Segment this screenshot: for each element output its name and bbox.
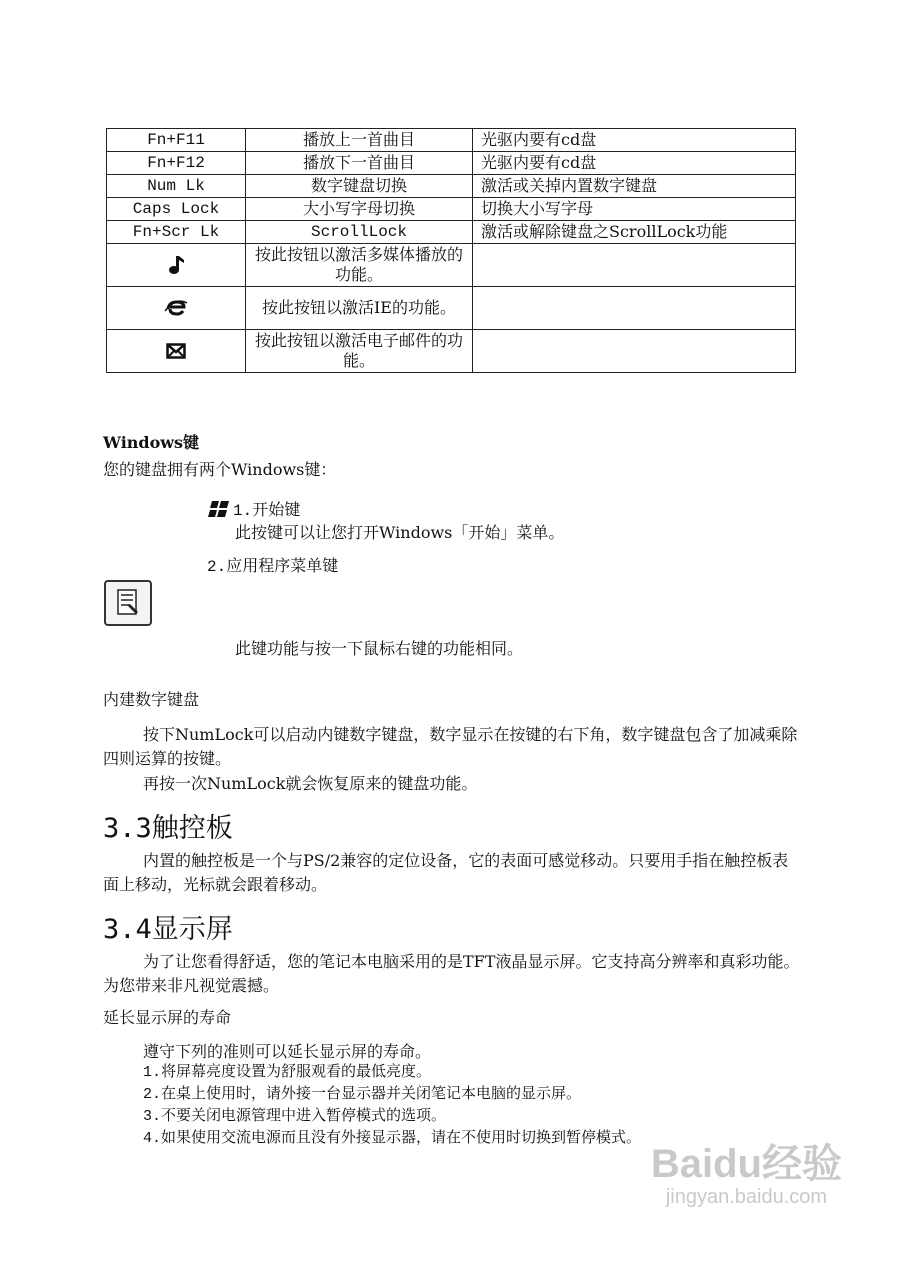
note-cell: 激活或关掉内置数字键盘 [473, 175, 796, 198]
windows-intro: 您的键盘拥有两个Windows键： [103, 460, 337, 479]
lifespan-list [143, 1062, 641, 1150]
icon-cell [107, 330, 246, 373]
ie-icon [164, 299, 188, 317]
table-row [107, 221, 796, 244]
function-cell: 按此按钮以激活多媒体播放的功能。 [246, 244, 473, 287]
table-row [107, 244, 796, 287]
windows-heading: Windows键 [103, 433, 200, 452]
function-cell: 大小写字母切换 [246, 198, 473, 221]
function-cell: 数字键盘切换 [246, 175, 473, 198]
app-menu-key-title: 2.应用程序菜单键 [207, 558, 339, 576]
watermark-brand: Baidu经验 [650, 1142, 842, 1186]
icon-cell [107, 287, 246, 330]
function-key-table [106, 128, 796, 373]
list-item: 2.在桌上使用时，请外接一台显示器并关闭笔记本电脑的显示屏。 [143, 1086, 582, 1103]
table-row [107, 330, 796, 373]
touchpad-heading: 3.3触控板 [103, 813, 233, 844]
display-heading: 3.4显示屏 [103, 914, 233, 945]
note-cell [473, 330, 796, 373]
table-row [107, 287, 796, 330]
table-row [107, 129, 796, 152]
baidu-watermark [651, 1142, 842, 1209]
start-key-title: 1.开始键 [233, 502, 301, 520]
note-cell: 光驱内要有cd盘 [473, 152, 796, 175]
numpad-para-2: 再按一次NumLock就会恢复原来的键盘功能。 [143, 774, 478, 793]
note-cell [473, 244, 796, 287]
list-item: 1.将屏幕亮度设置为舒服观看的最低亮度。 [143, 1064, 432, 1081]
function-cell: 播放下一首曲目 [246, 152, 473, 175]
start-key-desc: 此按键可以让您打开Windows「开始」菜单。 [235, 523, 565, 542]
key-cell: Num Lk [107, 175, 246, 198]
lifespan-intro: 遵守下列的准则可以延长显示屏的寿命。 [143, 1042, 432, 1061]
function-cell: 播放上一首曲目 [246, 129, 473, 152]
application-menu-key-icon [104, 580, 152, 626]
music-note-icon [167, 254, 185, 276]
function-cell: ScrollLock [246, 221, 473, 244]
note-cell: 光驱内要有cd盘 [473, 129, 796, 152]
note-cell: 激活或解除键盘之ScrollLock功能 [473, 221, 796, 244]
mail-icon [166, 343, 186, 359]
key-cell: Caps Lock [107, 198, 246, 221]
note-cell [473, 287, 796, 330]
key-cell: Fn+F11 [107, 129, 246, 152]
list-item: 4.如果使用交流电源而且没有外接显示器，请在不使用时切换到暂停模式。 [143, 1130, 642, 1147]
display-para: 为了让您看得舒适，您的笔记本电脑采用的是TFT液晶显示屏。它支持高分辨率和真彩功能。为您带来非凡视觉震撼。 [103, 952, 800, 995]
touchpad-para: 内置的触控板是一个与PS/2兼容的定位设备，它的表面可感觉移动。只要用手指在触控板表面上移动，光标就会跟着移动。 [103, 851, 789, 894]
function-cell: 按此按钮以激活IE的功能。 [246, 287, 473, 330]
app-menu-key-desc: 此键功能与按一下鼠标右键的功能相同。 [235, 639, 524, 658]
numpad-heading: 内建数字键盘 [103, 690, 200, 709]
table-row [107, 152, 796, 175]
windows-logo-icon [207, 500, 233, 518]
key-cell: Fn+Scr Lk [107, 221, 246, 244]
table-row [107, 198, 796, 221]
numpad-para-1: 按下NumLock可以启动内键数字键盘，数字显示在按键的右下角，数字键盘包含了加减乘除四则运算的按键。 [103, 725, 798, 768]
lifespan-heading: 延长显示屏的寿命 [103, 1008, 232, 1027]
watermark-url: jingyan.baidu.com [665, 1186, 828, 1208]
icon-cell [107, 244, 246, 287]
function-cell: 按此按钮以激活电子邮件的功能。 [246, 330, 473, 373]
key-cell: Fn+F12 [107, 152, 246, 175]
list-item: 3.不要关闭电源管理中进入暂停模式的选项。 [143, 1108, 447, 1125]
table-row [107, 175, 796, 198]
note-cell: 切换大小写字母 [473, 198, 796, 221]
